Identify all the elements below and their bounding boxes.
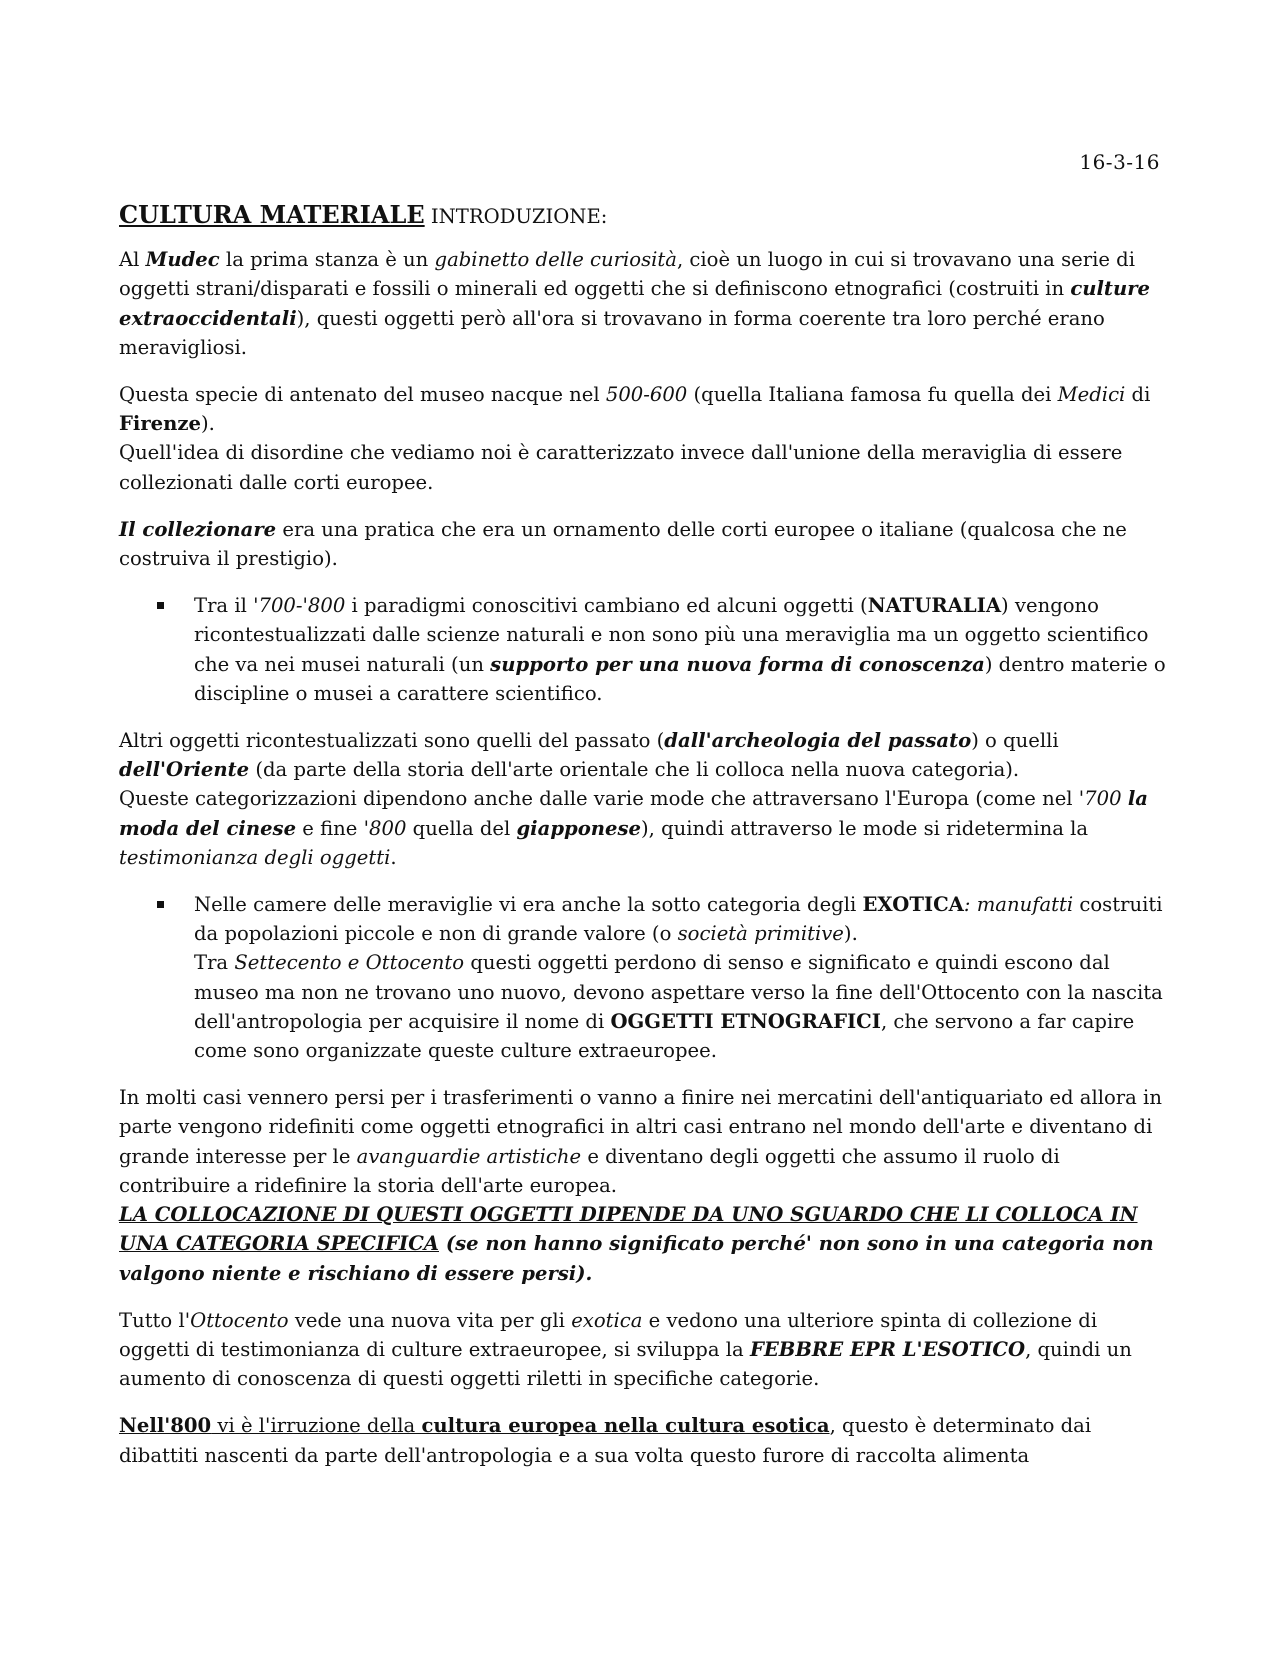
paragraph-collezionare	[119, 515, 1169, 573]
text: ), quindi attraverso le mode si ridetermina la	[641, 816, 1089, 840]
emphasis: '800	[363, 816, 407, 840]
text: Tra il	[194, 594, 254, 618]
emphasis: 500-600	[605, 383, 688, 407]
emphasis: giapponese	[516, 816, 642, 840]
emphasis: OGGETTI ETNOGRAFICI	[610, 1009, 881, 1033]
list-item	[119, 591, 1169, 708]
text: era una pratica che era un ornamento delle corti europee o italiane (qualcosa che ne costruiva il prestigio).	[119, 517, 1127, 571]
paragraph-irruzione	[119, 1411, 1169, 1469]
text: Altri oggetti ricontestualizzati sono quelli del passato (	[119, 729, 665, 753]
emphasis: '700	[1078, 787, 1122, 811]
emphasis: NATURALIA	[867, 594, 1002, 618]
paragraph-ottocento	[119, 1306, 1169, 1394]
date: 16-3-16	[1079, 150, 1160, 174]
emphasis: cultura europea nella cultura esotica	[421, 1414, 830, 1438]
emphasis: : manufatti	[963, 893, 1074, 917]
text: di	[1125, 383, 1151, 407]
paragraph-mudec	[119, 245, 1169, 362]
text: Tutto l'	[119, 1308, 191, 1332]
text: la prima stanza è un	[219, 248, 435, 272]
emphasis: Ottocento	[190, 1308, 289, 1332]
document-body	[119, 200, 1169, 1470]
emphasis: culture extraoccidentali	[119, 277, 1151, 330]
text: Tra	[194, 951, 235, 975]
emphasis: exotica	[571, 1308, 643, 1332]
emphasis: testimonianza degli oggetti	[119, 845, 391, 869]
emphasis: Medici	[1057, 383, 1126, 407]
text: Nelle camere delle meraviglie vi era anche la sotto categoria degli	[194, 893, 863, 917]
text: Quell'idea di disordine che vediamo noi è caratterizzato invece dall'unione della meraviglia di essere collezionati dalle corti europee.	[119, 441, 1123, 494]
text: costruiti da popolazioni piccole e non di grande valore (o	[194, 893, 1163, 946]
emphasis: EXOTICA	[862, 893, 964, 917]
paragraph-antenato	[119, 380, 1169, 497]
text: In molti casi vennero persi per i trasferimenti o vanno a finire nei mercatini dell'antiquariato ed allora in parte vengono ridefiniti come oggetti etnografici in altri casi entrano nel mondo dell'arte e diventano di grande interesse per le	[119, 1086, 1162, 1168]
emphasis: Nell'800	[119, 1414, 212, 1438]
text: , quindi un aumento di conoscenza di questi oggetti riletti in specifiche categorie.	[119, 1337, 1132, 1391]
emphasis: FEBBRE EPR L'ESOTICO	[749, 1337, 1026, 1361]
emphasis: (se non hanno significato perché' non sono in una categoria non valgono niente e rischiano di essere persi).	[119, 1232, 1154, 1285]
bullet-list-2	[119, 890, 1169, 1065]
title-main: CULTURA MATERIALE	[119, 200, 425, 229]
emphasis: società primitive	[677, 922, 844, 946]
text: e diventano degli oggetti che assumo il ruolo di contribuire a ridefinire la storia dell'arte europea.	[119, 1144, 1060, 1197]
text: vi è l'irruzione della	[211, 1414, 422, 1438]
bullet-list-1	[119, 591, 1169, 708]
text: e fine	[296, 816, 364, 840]
text: quella del	[406, 816, 517, 840]
text: , questo è determinato dai dibattiti nascenti da parte dell'antropologia e a sua volta questo furore di raccolta alimenta	[119, 1414, 1092, 1467]
emphasis: avanguardie artistiche	[356, 1144, 582, 1168]
emphasis: Firenze	[119, 412, 201, 436]
text: ) o quelli	[971, 729, 1059, 753]
text: (da parte della storia dell'arte orientale che li colloca nella nuova categoria).	[249, 758, 1020, 782]
text: i paradigmi conoscitivi cambiano ed alcuni oggetti (	[345, 594, 868, 618]
text: Questa specie di antenato del museo nacque nel	[119, 383, 606, 407]
emphasis: dell'Oriente	[119, 758, 250, 782]
square-bullet-icon	[157, 901, 164, 908]
text: vede una nuova vita per gli	[288, 1308, 572, 1332]
text: .	[390, 845, 397, 869]
page-title	[119, 200, 1169, 231]
paragraph-ricontestualizzati	[119, 726, 1169, 872]
emphasis: LA COLLOCAZIONE DI QUESTI OGGETTI DIPENDE DA UNO SGUARDO CHE LI COLLOCA IN UNA CATEGORIA SPECIFICA	[119, 1203, 1138, 1256]
list-item	[119, 890, 1169, 1065]
text: e vedono una ulteriore spinta di collezione di oggetti di testimonianza di culture extraeuropee, si sviluppa la	[119, 1308, 1098, 1361]
text: ) dentro materie o discipline o musei a carattere scientifico.	[194, 652, 1166, 705]
emphasis: dall'archeologia del passato	[664, 729, 972, 753]
text: questi oggetti perdono di senso e significato e quindi escono dal museo ma non ne trovano uno nuovo, devono aspettare verso la fine dell'Ottocento con la nascita dell'antropologia per acquisire il nome di	[194, 951, 1163, 1033]
emphasis: Mudec	[145, 248, 220, 272]
emphasis: Settecento e Ottocento	[234, 951, 465, 975]
text: , cioè un luogo in cui si trovavano una serie di oggetti strani/disparati e fossili o minerali ed oggetti che si definiscono etnografici (costruiti in	[119, 248, 1135, 301]
emphasis: la moda del cinese	[119, 787, 1148, 840]
square-bullet-icon	[157, 602, 164, 609]
paragraph-persi	[119, 1083, 1169, 1287]
text: Queste categorizzazioni dipendono anche dalle varie mode che attraversano l'Europa (come nel	[119, 787, 1079, 811]
emphasis: supporto per una nuova forma di conoscenza	[490, 652, 985, 676]
text: (quella Italiana famosa fu quella dei	[687, 383, 1058, 407]
text: ), questi oggetti però all'ora si trovavano in forma coerente tra loro perché erano meravigliosi.	[119, 306, 1105, 359]
text: ) vengono ricontestualizzati dalle scienze naturali e non sono più una meraviglia ma un oggetto scientifico che va nei musei naturali (un	[194, 594, 1149, 676]
title-sub: INTRODUZIONE:	[424, 205, 608, 228]
emphasis: gabinetto delle curiosità	[434, 248, 677, 272]
text: , che servono a far capire come sono organizzate queste culture extraeuropee.	[194, 1009, 1135, 1063]
text: ).	[200, 412, 215, 436]
text: Al	[119, 248, 146, 272]
emphasis: '700-'800	[253, 594, 346, 618]
text: ).	[843, 922, 858, 946]
emphasis: Il collezionare	[119, 517, 277, 541]
